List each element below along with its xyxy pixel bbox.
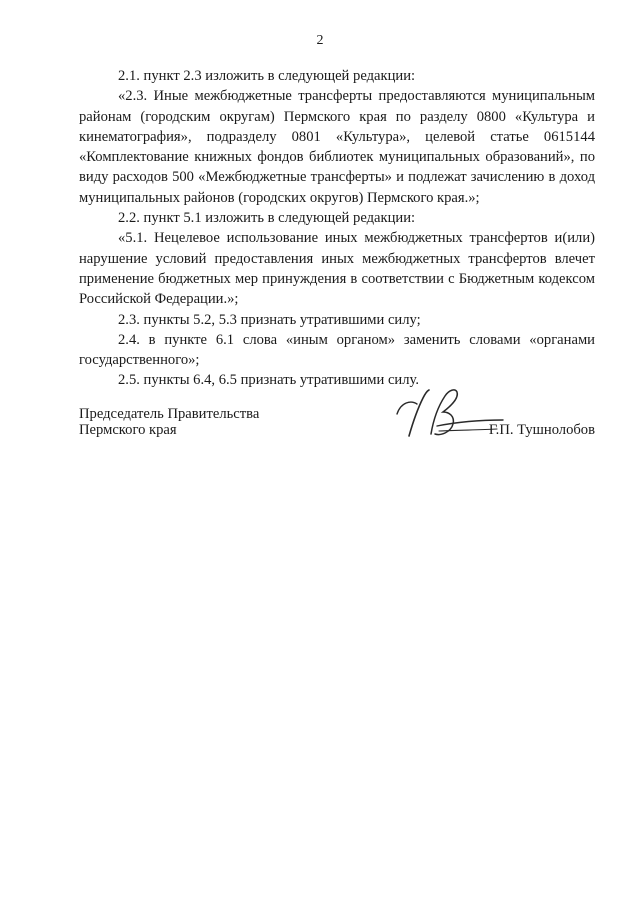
signer-title-line2: Пермского края xyxy=(79,422,177,438)
paragraph-2-4: 2.4. в пункте 6.1 слова «иным органом» заменить словами «органами государственного»; xyxy=(79,331,595,369)
paragraph-2-5: 2.5. пункты 6.4, 6.5 признать утратившими силу. xyxy=(118,372,420,389)
signer-title xyxy=(79,406,259,438)
paragraph-2-1: 2.1. пункт 2.3 изложить в следующей редакции: xyxy=(118,68,416,84)
paragraph-2-3: 2.3. пункты 5.2, 5.3 признать утратившими силу; xyxy=(118,311,421,328)
signature-block xyxy=(79,406,595,446)
document-body xyxy=(79,66,595,391)
paragraph-5-1-text: «5.1. Нецелевое использование иных межбюджетных трансфертов и(или) нарушение условий предоставления иных межбюджетных трансфертов влечет применение бюджетных мер принуждения в соответствии с Бюджетным кодексом Российской Федерации.»; xyxy=(79,230,595,308)
paragraph-2-3-text: «2.3. Иные межбюджетные трансферты предоставляются муниципальным районам (городским округам) Пермского края по разделу 0800 «Культура и кинематография», подразделу 0801 «Культура», целевой статье 0615144 «Комплектование книжных фондов библиотек муниципальных образований», по виду расходов 500 «Межбюджетные трансферты» и подлежат зачислению в доход муниципальных районов (городских округов) Пермского края.»; xyxy=(79,88,595,206)
signer-name: Г.П. Тушнолобов xyxy=(488,422,595,438)
page-number: 2 xyxy=(316,33,324,48)
signer-title-line1: Председатель Правительства xyxy=(79,406,260,422)
paragraph-2-2: 2.2. пункт 5.1 изложить в следующей редакции: xyxy=(118,210,416,227)
